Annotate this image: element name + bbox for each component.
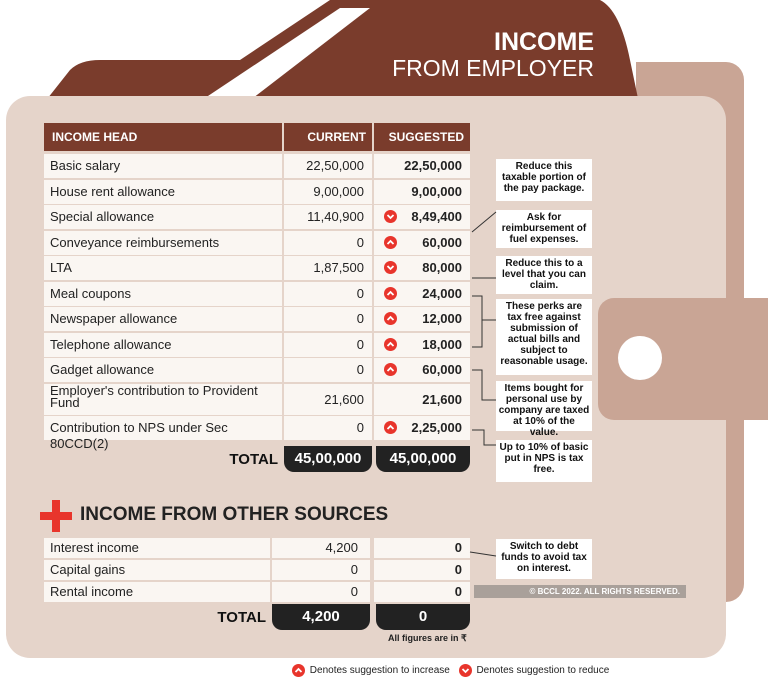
row-current: 0 [356,234,364,250]
row-current: 0 [356,285,364,301]
plus-icon-bar [40,512,72,520]
row-suggested: 12,000 [422,311,462,326]
header-current: CURRENT [284,123,372,151]
row-head: Employer's contribution to Provident Fund [50,382,258,410]
increase-arrow-icon [384,338,397,351]
row-current: 0 [356,362,364,377]
increase-arrow-icon [384,312,397,325]
row-suggested: 24,000 [422,285,462,301]
other-row-head: Rental income [50,584,134,599]
increase-arrow-icon [292,664,305,677]
increase-arrow-icon [384,421,397,434]
header-suggested: SUGGESTED [374,123,470,151]
copyright: © BCCL 2022. ALL RIGHTS RESERVED. [474,585,686,598]
row-current: 22,50,000 [306,158,364,173]
row-head: House rent allowance [50,183,176,199]
note-special-allowance: Reduce this taxable portion of the pay package. [496,159,592,201]
row-current: 9,00,000 [313,183,364,199]
note-connectors [464,150,504,450]
figures-note: All figures are in ₹ [388,633,467,643]
header-income-head: INCOME HEAD [44,123,282,151]
row-head: LTA [50,260,72,275]
other-total-label: TOTAL [217,609,266,626]
row-suggested: 22,50,000 [404,158,462,173]
row-current: 0 [356,336,364,352]
row-suggested: 60,000 [422,234,462,250]
wallet-clasp-button [618,336,662,380]
row-head: Newspaper allowance [50,311,178,326]
other-row-suggested: 0 [454,584,462,599]
legend-reduce: Denotes suggestion to reduce [476,665,610,677]
note-perks: These perks are tax free against submission of actual bills and subject to reasonable usage. [496,299,592,375]
page-title-line2: FROM EMPLOYER [392,55,594,81]
reduce-arrow-icon [384,261,397,274]
row-suggested: 8,49,400 [411,209,462,224]
other-total-current: 4,200 [272,604,370,630]
row-current: 0 [356,420,364,435]
row-current: 0 [356,311,364,326]
row-head: Special allowance [50,209,155,224]
other-row-suggested: 0 [454,562,462,577]
page-title-line1: INCOME [494,28,594,56]
row-head: Telephone allowance [50,336,172,352]
row-suggested: 2,25,000 [411,420,462,435]
note-lta: Reduce this to a level that you can claim. [496,256,592,294]
row-suggested: 60,000 [422,362,462,377]
increase-arrow-icon [384,236,397,249]
note-conveyance: Ask for reimbursement of fuel expenses. [496,210,592,248]
row-head: Basic salary [50,158,121,173]
row-suggested: 9,00,000 [411,183,462,199]
row-head: Meal coupons [50,285,131,301]
row-current: 1,87,500 [313,260,364,275]
increase-arrow-icon [384,363,397,376]
note-interest: Switch to debt funds to avoid tax on interest. [496,539,592,579]
row-current: 11,40,900 [307,209,364,224]
other-row-current: 4,200 [325,540,358,555]
total-label: TOTAL [229,451,278,468]
note-interest-connector [468,548,498,568]
increase-arrow-icon [384,287,397,300]
reduce-arrow-icon [459,664,472,677]
row-suggested: 21,600 [422,391,462,407]
row-head: Contribution to NPS under Sec 80CCD(2) [50,420,228,451]
total-current: 45,00,000 [284,446,372,472]
other-total-suggested: 0 [376,604,470,630]
row-suggested: 80,000 [422,260,462,275]
total-suggested: 45,00,000 [376,446,470,472]
row-suggested: 18,000 [422,336,462,352]
note-gadget: Items bought for personal use by company are taxed at 10% of the value. [496,381,592,431]
row-head: Gadget allowance [50,362,155,377]
other-row-head: Interest income [50,540,139,555]
other-row-current: 0 [350,584,358,599]
reduce-arrow-icon [384,210,397,223]
other-row-head: Capital gains [50,562,126,577]
note-nps: Up to 10% of basic put in NPS is tax free. [496,440,592,482]
section-title-other-sources: INCOME FROM OTHER SOURCES [80,504,389,525]
row-head: Conveyance reimbursements [50,234,220,250]
row-current: 21,600 [324,391,364,407]
other-row-suggested: 0 [454,540,462,555]
legend-increase: Denotes suggestion to increase [309,665,450,677]
other-row-current: 0 [350,562,358,577]
legend [290,664,609,677]
